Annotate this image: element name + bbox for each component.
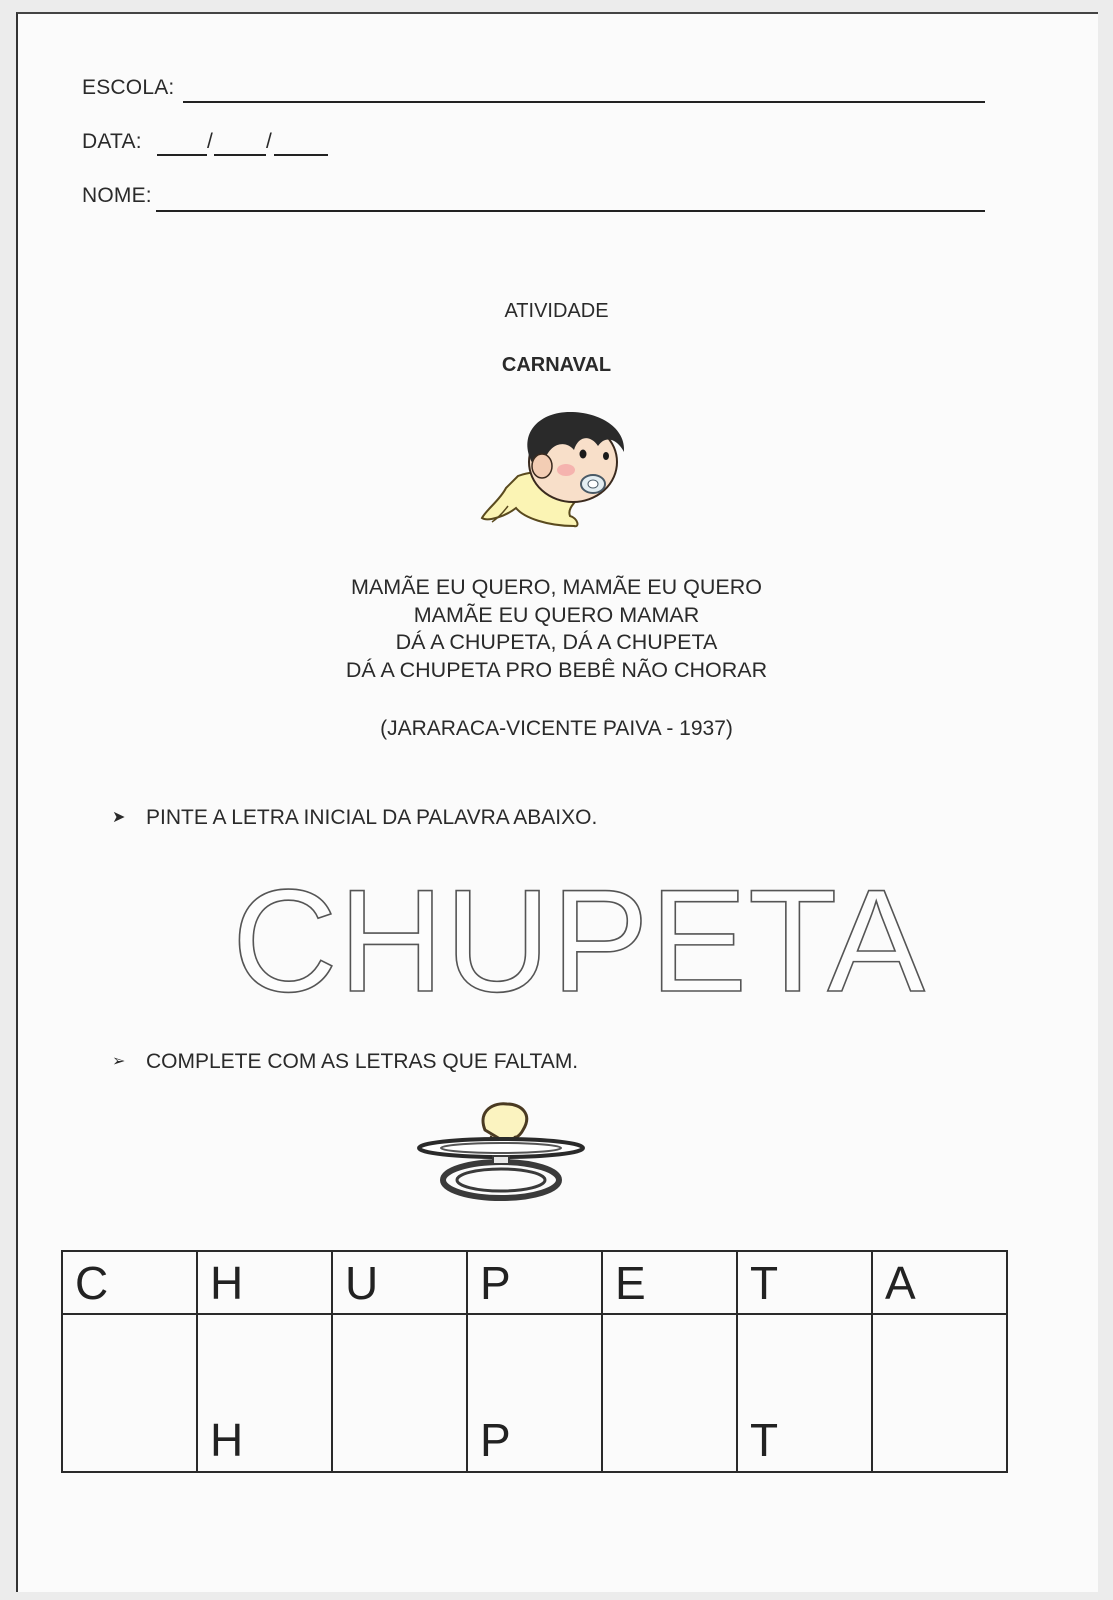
outlined-word-chupeta[interactable]: CHUPETA	[232, 859, 926, 1022]
name-line[interactable]	[156, 210, 985, 212]
song-verse	[0, 574, 1113, 684]
verse-line: MAMÃE EU QUERO, MAMÃE EU QUERO	[351, 575, 762, 599]
grid-row-model	[62, 1251, 1007, 1314]
crawling-baby-illustration	[478, 410, 628, 535]
grid-cell: H	[197, 1251, 332, 1314]
grid-cell: T	[737, 1251, 872, 1314]
instruction-text: COMPLETE COM AS LETRAS QUE FALTAM.	[146, 1050, 579, 1073]
grid-answer-cell: H	[197, 1314, 332, 1472]
instruction-paint-initial	[112, 806, 597, 830]
arrowhead-bullet-icon: ➢	[112, 1053, 126, 1070]
grid-answer-cell: P	[467, 1314, 602, 1472]
grid-answer-cell[interactable]	[62, 1314, 197, 1472]
school-field	[82, 76, 174, 100]
school-line[interactable]	[183, 101, 985, 103]
date-month-line[interactable]	[214, 154, 266, 156]
arrowhead-bullet-icon: ➤	[112, 809, 126, 826]
grid-row-answer	[62, 1314, 1007, 1472]
school-label: ESCOLA:	[82, 76, 175, 99]
grid-answer-cell[interactable]	[602, 1314, 737, 1472]
verse-line: DÁ A CHUPETA, DÁ A CHUPETA	[395, 630, 718, 654]
song-credit: (JARARACA-VICENTE PAIVA - 1937)	[380, 717, 733, 740]
grid-cell: U	[332, 1251, 467, 1314]
pacifier-illustration	[415, 1100, 587, 1206]
verse-line: DÁ A CHUPETA PRO BEBÊ NÃO CHORAR	[345, 657, 768, 682]
date-label: DATA:	[82, 130, 142, 153]
grid-cell: C	[62, 1251, 197, 1314]
letter-completion-grid	[61, 1250, 1008, 1473]
date-year-line[interactable]	[274, 154, 328, 156]
instruction-complete-letters	[112, 1050, 578, 1074]
name-field	[82, 184, 152, 208]
date-field	[82, 130, 142, 154]
grid-cell: E	[602, 1251, 737, 1314]
date-day-line[interactable]	[157, 154, 207, 156]
date-separator-2: /	[266, 130, 272, 153]
activity-title: ATIVIDADE	[504, 300, 609, 322]
grid-answer-cell: T	[737, 1314, 872, 1472]
grid-answer-cell[interactable]	[332, 1314, 467, 1472]
activity-subtitle: CARNAVAL	[501, 354, 612, 376]
instruction-text: PINTE A LETRA INICIAL DA PALAVRA ABAIXO.	[146, 806, 598, 829]
grid-cell: P	[467, 1251, 602, 1314]
grid-cell: A	[872, 1251, 1007, 1314]
grid-answer-cell[interactable]	[872, 1314, 1007, 1472]
name-label: NOME:	[82, 184, 152, 207]
verse-line: MAMÃE EU QUERO MAMAR	[413, 602, 700, 627]
date-separator-1: /	[207, 130, 213, 153]
